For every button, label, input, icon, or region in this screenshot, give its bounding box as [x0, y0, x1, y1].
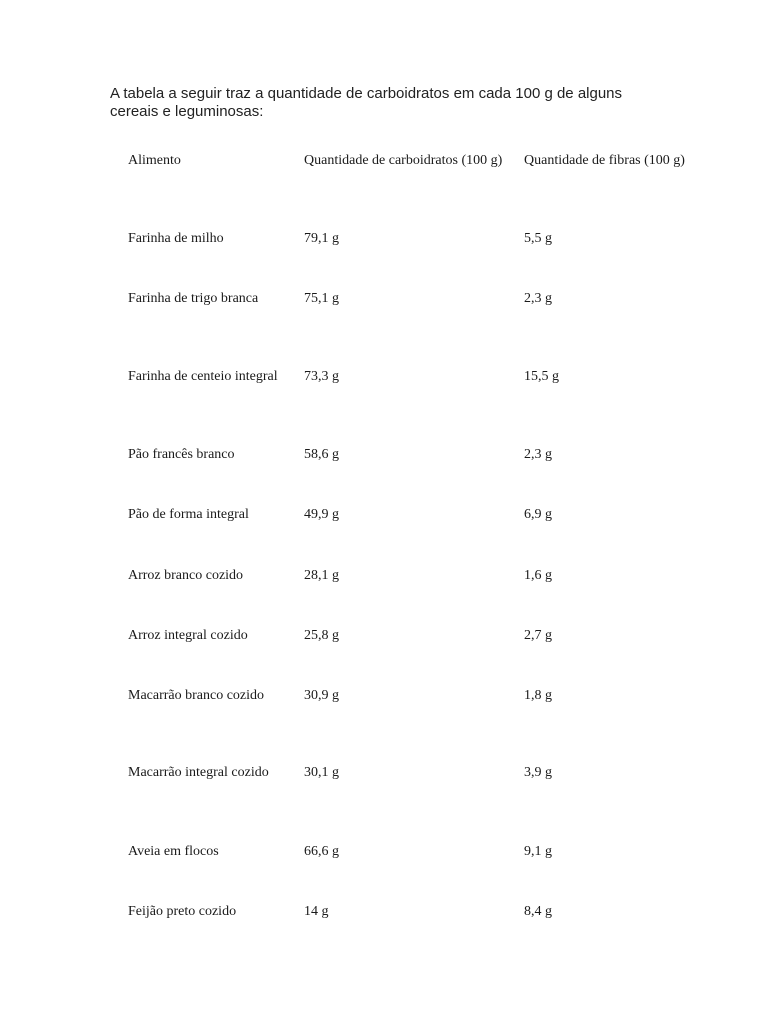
intro-paragraph: A tabela a seguir traz a quantidade de carboidratos em cada 100 g de alguns cereais e leguminosas:: [110, 85, 623, 120]
row-food: Farinha de milho: [128, 231, 224, 246]
row-fiber: 6,9 g: [524, 507, 552, 522]
row-fiber: 8,4 g: [524, 904, 552, 919]
header-fiber: Quantidade de fibras (100 g): [524, 153, 685, 168]
row-food: Macarrão branco cozido: [128, 688, 265, 703]
row-carbs: 28,1 g: [304, 568, 339, 583]
row-fiber: 2,3 g: [524, 291, 552, 306]
row-food: Farinha de trigo branca: [128, 291, 259, 306]
row-food: Pão francês branco: [128, 447, 235, 462]
row-carbs: 73,3 g: [304, 369, 339, 384]
row-food: Farinha de centeio integral: [128, 369, 278, 384]
row-carbs: 30,9 g: [304, 688, 339, 703]
header-carbs: Quantidade de carboidratos (100 g): [304, 153, 503, 168]
row-carbs: 66,6 g: [304, 844, 339, 859]
row-fiber: 2,3 g: [524, 447, 552, 462]
row-fiber: 15,5 g: [524, 369, 559, 384]
row-food: Feijão preto cozido: [128, 904, 237, 919]
row-fiber: 5,5 g: [524, 231, 552, 246]
row-food: Pão de forma integral: [128, 507, 249, 522]
row-fiber: 3,9 g: [524, 765, 552, 780]
row-food: Arroz branco cozido: [128, 568, 244, 583]
row-carbs: 30,1 g: [304, 765, 339, 780]
row-food: Arroz integral cozido: [128, 628, 248, 643]
row-fiber: 2,7 g: [524, 628, 552, 643]
header-food: Alimento: [128, 153, 181, 168]
row-fiber: 9,1 g: [524, 844, 552, 859]
row-carbs: 49,9 g: [304, 507, 339, 522]
row-carbs: 14 g: [304, 904, 329, 919]
row-food: Macarrão integral cozido: [128, 765, 269, 780]
row-carbs: 58,6 g: [304, 447, 339, 462]
row-fiber: 1,8 g: [524, 688, 552, 703]
row-food: Aveia em flocos: [128, 844, 219, 859]
row-carbs: 75,1 g: [304, 291, 339, 306]
row-carbs: 79,1 g: [304, 231, 339, 246]
row-carbs: 25,8 g: [304, 628, 339, 643]
row-fiber: 1,6 g: [524, 568, 552, 583]
